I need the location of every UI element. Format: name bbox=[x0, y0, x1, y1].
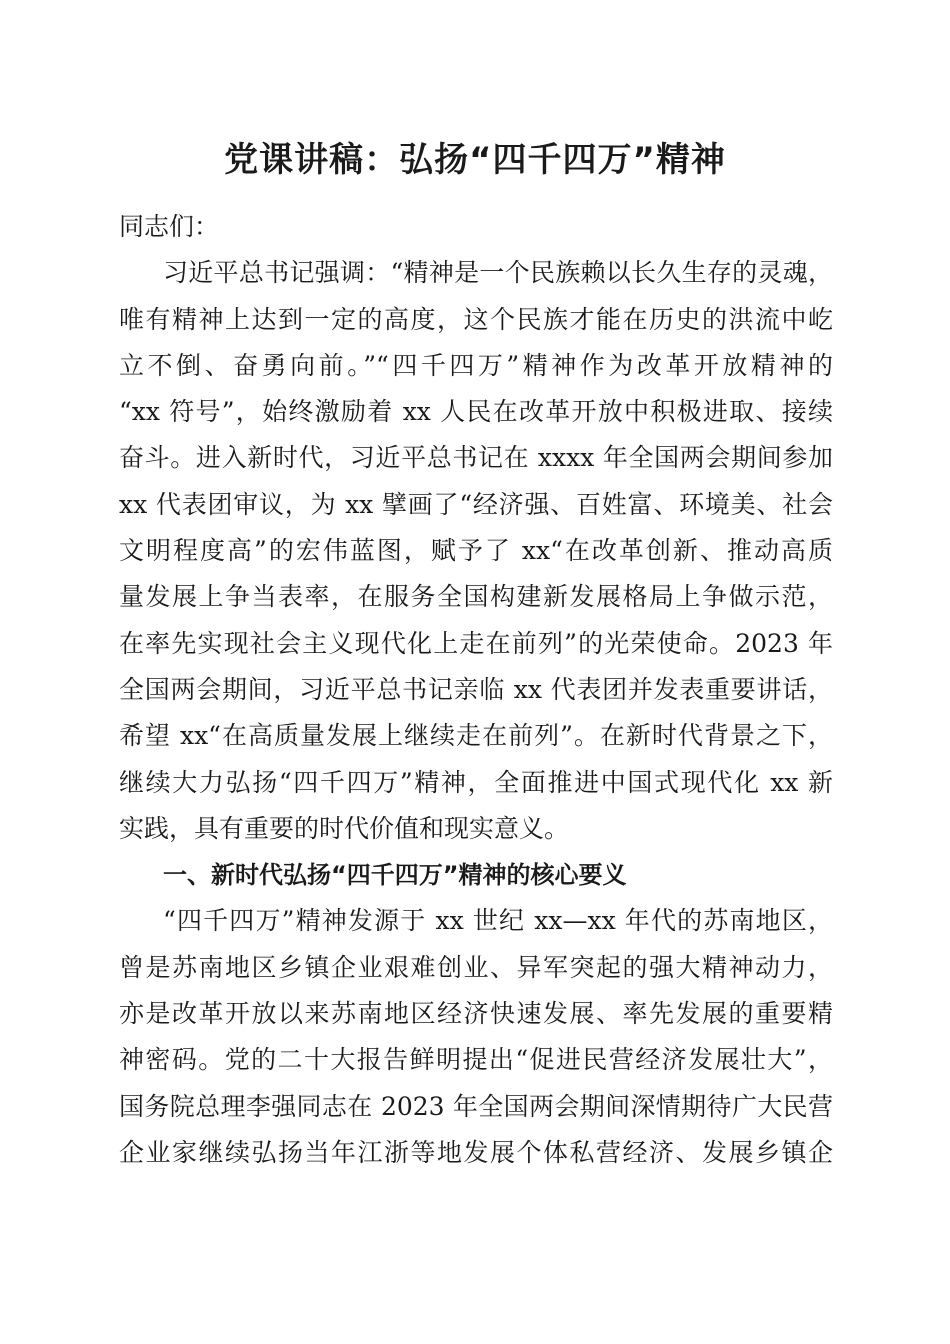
paragraph-line: 希望 xx“在高质量发展上继续走在前列”。在新时代背景之下， bbox=[119, 721, 833, 751]
paragraph-line: 唯有精神上达到一定的高度，这个民族才能在历史的洪流中屹 bbox=[119, 304, 833, 334]
paragraph-line: 全国两会期间，习近平总书记亲临 xx 代表团并发表重要讲话， bbox=[119, 674, 833, 704]
paragraph-line: 继续大力弘扬“四千四万”精神，全面推进中国式现代化 xx 新 bbox=[119, 767, 833, 797]
paragraph-line: 国务院总理李强同志在 2023 年全国两会期间深情期待广大民营 bbox=[119, 1091, 833, 1121]
salutation: 同志们： bbox=[119, 212, 220, 241]
paragraph-line: “xx 符号”，始终激励着 xx 人民在改革开放中积极进取、接续 bbox=[119, 397, 833, 427]
paragraph-line: 习近平总书记强调：“精神是一个民族赖以长久生存的灵魂， bbox=[163, 258, 833, 288]
paragraph-line: 企业家继续弘扬当年江浙等地发展个体私营经济、发展乡镇企 bbox=[119, 1137, 833, 1167]
paragraph-1 bbox=[119, 250, 833, 852]
paragraph-line: “四千四万”精神发源于 xx 世纪 xx—xx 年代的苏南地区， bbox=[163, 906, 833, 936]
page-title: 党课讲稿：弘扬“四千四万”精神 bbox=[224, 140, 726, 180]
paragraph-2 bbox=[119, 898, 833, 1176]
paragraph-line: 在率先实现社会主义现代化上走在前列”的光荣使命。2023 年 bbox=[119, 628, 833, 658]
paragraph-line: 实践，具有重要的时代价值和现实意义。 bbox=[119, 813, 570, 843]
paragraph-line: 量发展上争当表率，在服务全国构建新发展格局上争做示范， bbox=[119, 582, 833, 612]
paragraph-line: 神密码。党的二十大报告鲜明提出“促进民营经济发展壮大”， bbox=[119, 1045, 833, 1075]
section-heading: 一、新时代弘扬“四千四万”精神的核心要义 bbox=[163, 861, 627, 890]
paragraph-line: 亦是改革开放以来苏南地区经济快速发展、率先发展的重要精 bbox=[119, 999, 833, 1029]
paragraph-line: xx 代表团审议，为 xx 擘画了“经济强、百姓富、环境美、社会 bbox=[119, 489, 833, 519]
paragraph-line: 曾是苏南地区乡镇企业艰难创业、异军突起的强大精神动力， bbox=[119, 952, 833, 982]
paragraph-line: 立不倒、奋勇向前。”“四千四万”精神作为改革开放精神的 bbox=[119, 350, 833, 380]
document-body bbox=[119, 204, 833, 1176]
paragraph-line: 文明程度高”的宏伟蓝图，赋予了 xx“在改革创新、推动高质 bbox=[119, 536, 833, 566]
paragraph-line: 奋斗。进入新时代，习近平总书记在 xxxx 年全国两会期间参加 bbox=[119, 443, 833, 473]
